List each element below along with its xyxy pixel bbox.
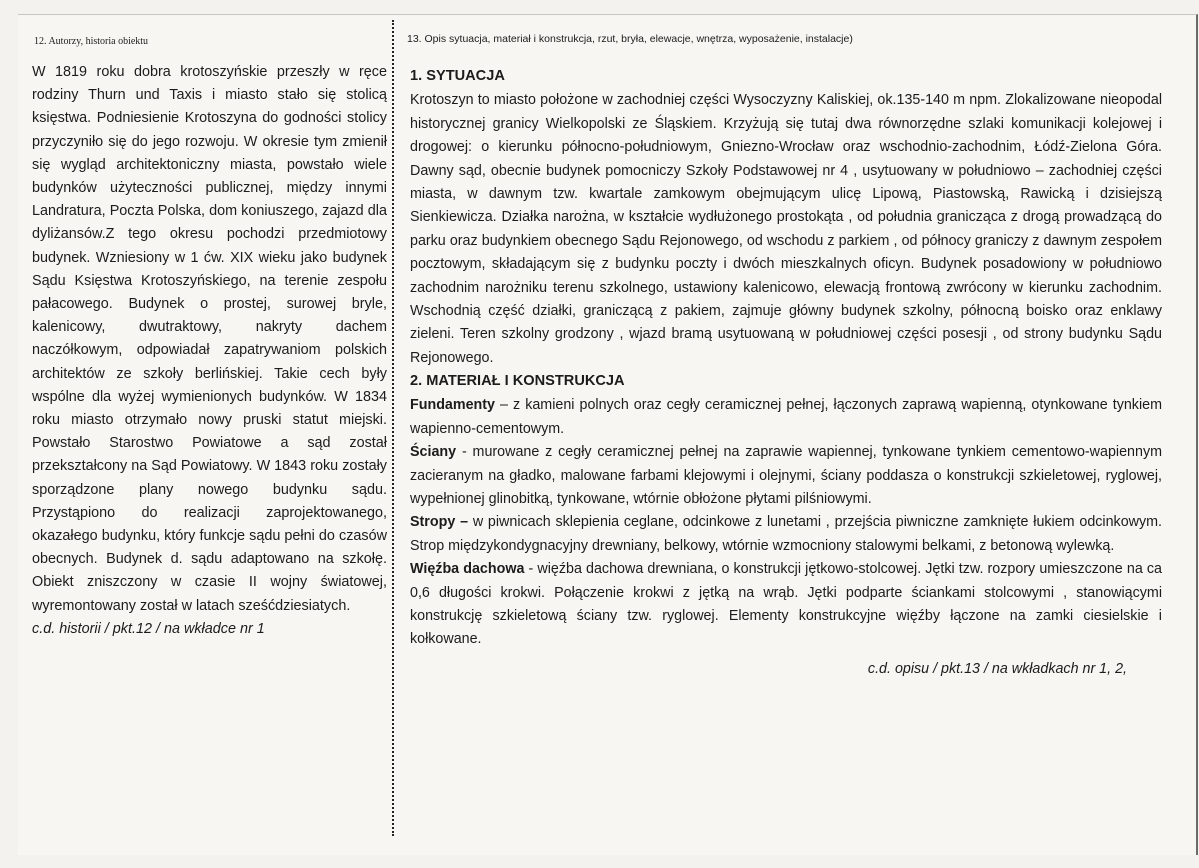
foundations-text: – z kamieni polnych oraz cegły ceramicznej pełnej, łączonych zaprawą wapienną, otynkowane tynkiem wapienno-cementowym. xyxy=(410,397,1162,437)
foundations-label: Fundamenty xyxy=(410,397,495,414)
ceilings-text: w piwnicach sklepienia ceglane, odcinkowe z lunetami , przejścia piwniczne zamknięte łukiem odcinkowym. Strop międzykondygnacyjny drewniany, belkowy, wtórnie wzmocniony stalowymi belkami, z betonową wylewką. xyxy=(410,514,1163,554)
roof-truss-label: Więźba dachowa xyxy=(410,561,525,578)
history-column xyxy=(32,36,387,641)
walls-paragraph xyxy=(410,441,1162,511)
walls-text: - murowane z cegły ceramicznej pełnej na zaprawie wapiennej, tynkowane tynkiem cementowo-wapiennym zacieranym na gładko, malowane farbami klejowymi i olejnymi, ściany poddasza o konstrukcji szkieletowej, ryglowej, wypełnionej glinobitką, tynkowane, wtórnie obłożone płytami pilśniowymi. xyxy=(410,444,1162,507)
history-text: W 1819 roku dobra krotoszyńskie przeszły w ręce rodziny Thurn und Taxis i miasto stało się stolicą księstwa. Podniesienie Krotoszyna do godności stolicy przyczyniło się do jego rozwoju. W okresie tym zmienił się wygląd architektoniczny miasta, powstało wiele budynków użyteczności publicznej, między innymi Landratura, Poczta Polska, dom koniuszego, zajazd dla dyliżansów.Z tego okresu pochodzi przedmiotowy budynek. Wzniesiony w 1 ćw. XIX wieku jako budynek Sądu Księstwa Krotoszyńskiego, na terenie zespołu pałacowego. Budynek o prostej, surowej bryle, kalenicowy, dwutraktowy, nakryty dachem naczółkowym, odpowiadał zapatrywaniom polskich architektów ze szkoły berlińskiej. Takie cech były wspólne dla wyżej wymienionych budynków. W 1834 roku miasto otrzymało nowy pruski statut miejski. Powstało Starostwo Powiatowe a sąd został przekształcony na Sąd Powiatowy. W 1843 roku zostały sporządzone plany nowego budynku sądu. Przystąpiono do realizacji zaprojektowanego, okazałego budynku, który funkcje sądu pełni do czasów obecnych. Budynek d. sądu adaptowano na szkołę. Obiekt zniszczony w czasie II wojny światowej, wyremontowany został w latach sześćdziesiatych. xyxy=(32,64,387,614)
history-header: 12. Autorzy, historia obiektu xyxy=(34,36,149,47)
description-header: 13. Opis sytuacja, materiał i konstrukcja, rzut, bryła, elewacje, wnętrza, wyposażenie, instalacje) xyxy=(407,33,853,45)
history-continuation: c.d. historii / pkt.12 / na wkładce nr 1 xyxy=(32,620,265,637)
section-situation-text: Krotoszyn to miasto położone w zachodniej części Wysoczyzny Kaliskiej, ok.135-140 m npm. Zlokalizowane nieopodal historycznej granicy Wielkopolski ze Śląskiem. Krzyżują się tutaj dwa równorzędne szlaki komunikacji kolejowej i drogowej: o kierunku północno-południowym, Gniezno-Wrocław oraz wschodnio-zachodnim, Łódź-Zielona Góra. Dawny sąd, obecnie budynek pomocniczy Szkoły Podstawowej nr 4 , usytuowany w południowo – zachodniej części miasta, w dawnym tzw. kwartale zamkowym obejmującym ulicę Lipową, Piastowską, Rawicką i dzisiejszą Sienkiewicza. Działka narożna, w kształcie wydłużonego prostokąta , od południa granicząca z drogą prowadzącą do parku oraz budynkiem obecnego Sądu Rejonowego, od wschodu z parkiem , od północy graniczy z dawnym zespołem pocztowym, składającym się z budynku poczty i dwóch mieszkalnych oficyn. Budynek posadowiony w południowo zachodnim narożniku terenu szkolnego, ustawiony kalenicowo, elewacją frontową zwrócony w kierunku zachodnim. Wschodnią część działki, graniczącą z pakiem, zajmuje główny budynek szkolny, północną boisko oraz enklawy zieleni. Teren szkolny grodzony , wjazd bramą usytuowaną w południowej części posesji , od strony budynku Sądu Rejonowego. xyxy=(410,92,1162,366)
ceilings-label: Stropy – xyxy=(410,514,469,531)
column-divider xyxy=(392,20,394,836)
section-situation-title: 1. SYTUACJA xyxy=(410,68,505,85)
roof-truss-paragraph xyxy=(410,558,1162,652)
description-column xyxy=(407,28,1163,681)
ceilings-paragraph xyxy=(410,511,1162,558)
walls-label: Ściany xyxy=(410,444,457,461)
description-continuation: c.d. opisu / pkt.13 / na wkładkach nr 1, 2, xyxy=(867,660,1127,677)
foundations-paragraph xyxy=(410,394,1162,441)
roof-truss-text: - więźba dachowa drewniana, o konstrukcji jętkowo-stolcowej. Jętki tzw. rozpory umieszczone na ca 0,6 długości krokwi. Połączenie krokwi z jętką na wrąb. Jętki podparte ściankami stolcowymi , stanowiącymi konstrukcję szkieletową ściany tzw. ryglowej. Elementy konstrukcyjne więźby łączone na zamki ciesielskie i kołkowane. xyxy=(410,561,1162,648)
section-material-title: 2. MATERIAŁ I KONSTRUKCJA xyxy=(410,373,625,390)
